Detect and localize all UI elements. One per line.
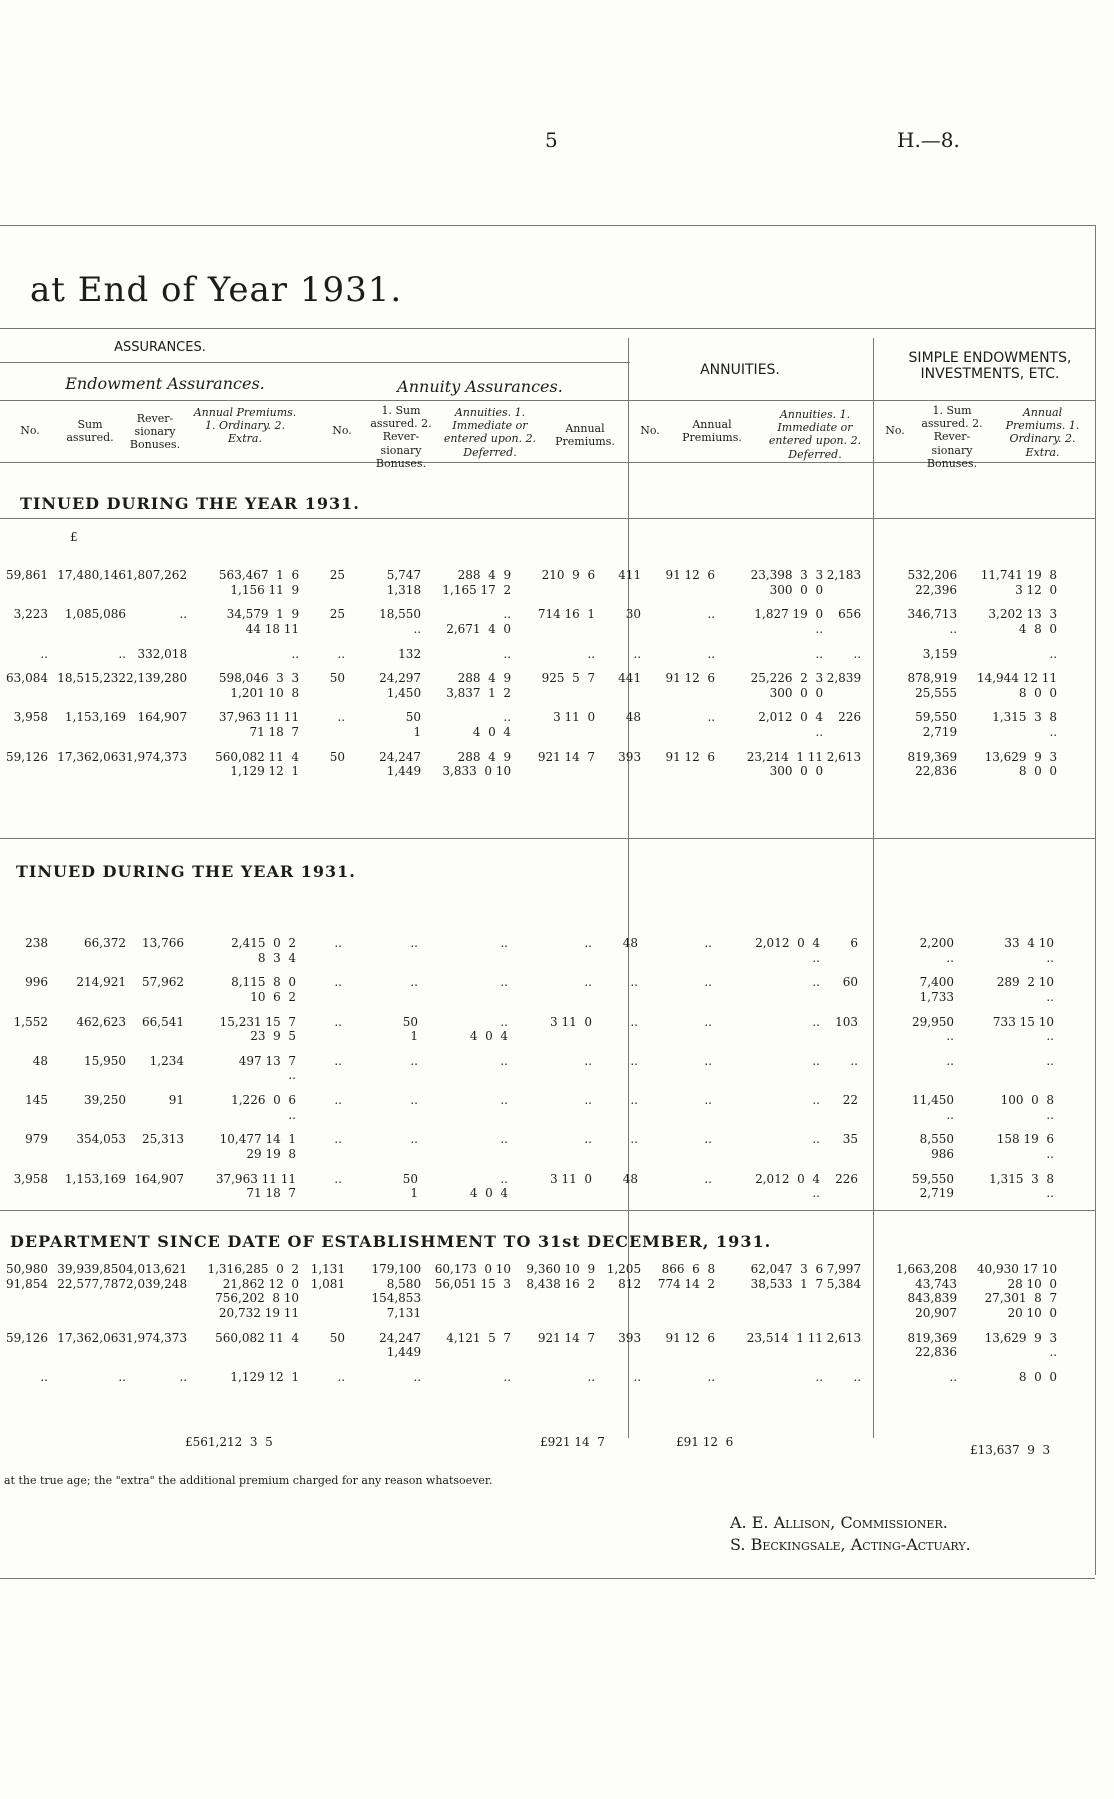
table-cell: .. (630, 975, 638, 990)
signature-commissioner: A. E. Allison, Commissioner. (730, 1513, 948, 1532)
table-cell: .. (812, 1053, 820, 1068)
table-cell: 91 12 6 (665, 1330, 716, 1345)
table-cell: 50 (329, 1330, 346, 1345)
page-title: at End of Year 1931. (30, 270, 403, 310)
table-cell: .. (633, 646, 642, 661)
table-cell: .. (630, 1132, 638, 1147)
table-cell: 91 12 6 (665, 671, 716, 686)
col-annual-premiums-2: Annual Premiums. (555, 422, 615, 449)
table-cell: .. (704, 1171, 712, 1186)
table-cell: 2,183 (826, 568, 862, 582)
table-cell: 15,950 (84, 1053, 126, 1068)
table-cell: .. 4 0 4 (469, 1014, 508, 1044)
table-cell: 13,766 (142, 936, 184, 950)
table-cell: .. (704, 1053, 712, 1068)
table-cell: 288 4 9 3,833 0 10 (442, 749, 512, 779)
table-cell: 2,839 (826, 671, 862, 686)
table-cell: 103 (835, 1014, 858, 1029)
table-cell: .. 2,671 4 0 (446, 607, 512, 636)
table-cell: .. (946, 1053, 954, 1068)
table-cell: .. (337, 646, 346, 661)
table-cell: 59,861 (6, 568, 48, 582)
table-cell: 441 (618, 671, 642, 686)
table-cell: .. (587, 1369, 596, 1384)
table-cell: .. (630, 1053, 638, 1068)
table-cell: 1,315 3 8 .. (992, 710, 1058, 739)
col-no-3: No. (640, 424, 660, 437)
table-cell: 1,129 12 1 (230, 1369, 300, 1384)
table-cell: 59,126 (6, 1330, 48, 1345)
table-cell: 132 (398, 646, 422, 661)
table-cell: .. (704, 975, 712, 990)
table-cell: 179,100 8,580 154,853 7,131 (371, 1262, 422, 1320)
table-cell: 2,415 0 2 8 3 4 (231, 936, 296, 965)
total-annuity-premiums: £921 14 7 (540, 1435, 605, 1449)
table-cell: 393 (618, 1330, 642, 1345)
col-annuities-2: Annuities. 1. Immediate or entered upon. 2. Deferred. (768, 408, 862, 461)
table-cell: 1,974,373 (126, 1330, 188, 1345)
table-cell: .. (812, 1093, 820, 1107)
table-row (0, 568, 1057, 607)
table-cell: 1,226 0 6 .. (231, 1093, 296, 1122)
table-cell: .. (337, 710, 346, 725)
table-cell: .. (587, 646, 596, 661)
table-cell: 214,921 (76, 975, 126, 990)
table-cell: .. (118, 646, 126, 661)
table-cell: .. (291, 646, 300, 661)
assurances-group-label: ASSURANCES. (114, 340, 206, 355)
table-cell: 288 4 9 1,165 17 2 (442, 568, 512, 597)
table-cell: .. (334, 1171, 342, 1186)
table-cell: 1,827 19 0 .. (754, 607, 824, 636)
table-cell: 210 9 6 (541, 568, 596, 582)
table-cell: .. (410, 975, 418, 990)
table-cell: 238 (25, 936, 48, 950)
table-cell: 462,623 (76, 1014, 126, 1029)
table-cell: 11,741 19 8 3 12 0 (980, 568, 1058, 597)
assurances-rule (0, 362, 630, 363)
table-cell: .. (334, 936, 342, 950)
table-cell: 66,541 (142, 1014, 184, 1029)
table-cell: 1,234 (149, 1053, 184, 1068)
table-cell: 164,907 (134, 1171, 184, 1186)
table-cell: 6 (850, 936, 858, 950)
table-cell: 59,550 2,719 (912, 1171, 954, 1201)
table-cell: 354,053 (76, 1132, 126, 1147)
table-row (0, 710, 1057, 749)
table-cell: .. (118, 1369, 126, 1384)
endowment-group-label: Endowment Assurances. (65, 374, 265, 393)
table-cell: .. (850, 1053, 858, 1068)
table-cell: 100 0 8 .. (1000, 1093, 1054, 1122)
table-cell: 8 0 0 (1018, 1369, 1058, 1384)
table-cell: .. (337, 1369, 346, 1384)
col-sum-assured: Sum assured. (66, 418, 114, 445)
col-reversionary: Rever-sionary Bonuses. (129, 412, 181, 452)
table-cell: .. (40, 646, 48, 661)
col-no-1: No. (20, 424, 40, 437)
table-cell: 23,514 1 11 (746, 1330, 824, 1345)
table-row (0, 607, 1057, 646)
table-cell: .. (584, 1132, 592, 1147)
table-cell: 921 14 7 (537, 1330, 596, 1345)
table-cell: .. (584, 936, 592, 950)
annuity-assurances-group-label: Annuity Assurances. (397, 377, 563, 396)
table-row (0, 1054, 1054, 1093)
table-cell: 7,997 5,384 (826, 1262, 862, 1291)
table-cell: .. (334, 1132, 342, 1147)
section-heading-2: TINUED DURING THE YEAR 1931. (16, 862, 356, 881)
table-cell: .. (500, 936, 508, 950)
table-cell: .. (949, 1369, 958, 1384)
table-cell: 50,980 91,854 (6, 1262, 48, 1291)
page-reference: H.—8. (897, 128, 960, 152)
table-cell: 25 (329, 568, 346, 582)
col-annual-premiums-3: Annual Premiums. (682, 418, 742, 445)
table-cell: .. 4 0 4 (469, 1171, 508, 1201)
table-cell: 63,084 (6, 671, 48, 686)
table-cell: 59,550 2,719 (915, 710, 958, 739)
table-cell: .. (500, 1132, 508, 1147)
table-cell: 91 12 6 (665, 568, 716, 582)
currency-header: £ (70, 530, 78, 544)
total-simple-premiums: £13,637 9 3 (970, 1443, 1051, 1457)
table-row (0, 647, 1057, 672)
table-cell: 8,115 8 0 10 6 2 (231, 975, 296, 1004)
table-cell: 2,012 0 4 .. (758, 710, 824, 739)
table-cell: .. (812, 1132, 820, 1147)
table-cell: 40,930 17 10 28 10 0 27,301 8 7 20 10 0 (976, 1262, 1058, 1320)
total-annuities-premiums: £91 12 6 (676, 1435, 734, 1449)
table-cell: 66,372 (84, 936, 126, 950)
signatures (730, 1512, 971, 1555)
table-cell: .. (334, 1014, 342, 1029)
table-cell: 145 (25, 1093, 48, 1107)
table-cell: 3,958 (13, 710, 48, 725)
table-cell: 1,316,285 0 2 21,862 12 0 756,202 8 10 20,732 19 11 (207, 1262, 300, 1320)
table-cell: .. (853, 1369, 862, 1384)
table-cell: .. 4 0 4 (472, 710, 512, 739)
table-cell: 226 (838, 710, 862, 725)
table-cell: .. (410, 936, 418, 950)
top-rule (0, 225, 1095, 226)
footnote: at the true age; the "extra" the additional premium charged for any reason whatsoever. (4, 1474, 493, 1487)
table-row (0, 1262, 1057, 1331)
table-cell: 24,297 1,450 (379, 671, 422, 700)
table-cell: 497 13 7 .. (238, 1053, 296, 1083)
table-cell: 34,579 1 9 44 18 11 (226, 607, 300, 636)
table-cell: 346,713 .. (907, 607, 958, 636)
col-no-4: No. (885, 424, 905, 437)
col-sum-rev: 1. Sum assured. 2. Rever-sionary Bonuses. (370, 404, 432, 470)
table-section-2 (0, 936, 1054, 1211)
table-cell: 332,018 (137, 646, 188, 661)
table-cell: .. (1049, 646, 1058, 661)
table-cell: .. (500, 1093, 508, 1107)
bottom-rule (0, 1578, 1095, 1579)
table-cell: 2,139,280 (126, 671, 188, 686)
table-cell: 3 11 0 (553, 710, 596, 725)
table-section-3 (0, 1262, 1057, 1394)
table-cell: 7,400 1,733 (919, 975, 954, 1004)
table-cell: 14,944 12 11 8 0 0 (976, 671, 1058, 700)
col-sum-rev-2: 1. Sum assured. 2. Rever-sionary Bonuses. (921, 404, 983, 470)
table-cell: 13,629 9 3 .. (984, 1330, 1058, 1360)
table-cell: 656 (838, 607, 862, 622)
table-cell: 5,747 1,318 (386, 568, 422, 597)
subheader-rule (0, 400, 1095, 401)
annuities-group-label: ANNUITIES. (700, 362, 780, 378)
table-cell: 50 (329, 749, 346, 764)
table-cell: 1,552 (13, 1014, 48, 1029)
table-cell: 921 14 7 (537, 749, 596, 764)
table-cell: 3,202 13 3 4 8 0 (988, 607, 1058, 636)
table-cell: 39,250 (84, 1093, 126, 1107)
table-cell: 411 (618, 568, 642, 582)
section-heading-1: TINUED DURING THE YEAR 1931. (20, 494, 360, 513)
table-cell: .. (503, 1369, 512, 1384)
table-cell: 39,939,850 22,577,787 (57, 1262, 126, 1291)
table-cell: .. (633, 1369, 642, 1384)
table-cell: .. (503, 646, 512, 661)
table-cell: 15,231 15 7 23 9 5 (219, 1014, 296, 1044)
table-cell: 1,153,169 (64, 710, 126, 725)
table-cell: 24,247 1,449 (379, 749, 422, 779)
table-cell: 3,223 (13, 607, 48, 622)
col-annual-premiums-4: Annual Premiums. 1. Ordinary. 2. Extra. (1005, 406, 1080, 459)
table-cell: 878,919 25,555 (907, 671, 958, 700)
table-cell: 4,121 5 7 (446, 1330, 512, 1345)
table-cell: 1,153,169 (64, 1171, 126, 1186)
table-cell: .. (812, 975, 820, 990)
col-annual-premiums-1: Annual Premiums. 1. Ordinary. 2. Extra. (193, 406, 297, 446)
table-cell: 1,807,262 (126, 568, 188, 582)
signature-actuary: S. Beckingsale, Acting-Actuary. (730, 1534, 971, 1554)
table-cell: 48 (32, 1053, 48, 1068)
table-cell: 226 (835, 1171, 858, 1186)
table-cell: 819,369 22,836 (907, 1330, 958, 1360)
table-cell: 866 6 8 774 14 2 (657, 1262, 716, 1291)
table-cell: 3 11 0 (550, 1014, 592, 1029)
table-cell: 288 4 9 3,837 1 2 (446, 671, 512, 700)
table-cell: .. (707, 1369, 716, 1384)
table-cell: 23,214 1 11 300 0 0 (746, 749, 824, 779)
table-cell: .. (584, 1053, 592, 1068)
table-cell: .. (707, 710, 716, 725)
table-row (0, 1331, 1057, 1370)
total-premiums: £561,212 3 5 (185, 1435, 273, 1449)
col-no-2: No. (332, 424, 352, 437)
table-cell: 48 (622, 1171, 638, 1186)
table-cell: .. (815, 646, 824, 661)
table-cell: 2,613 (826, 749, 862, 764)
table-row (0, 671, 1057, 710)
table-cell: .. (40, 1369, 48, 1384)
table-cell: 532,206 22,396 (907, 568, 958, 597)
table-cell: 563,467 1 6 1,156 11 9 (218, 568, 300, 597)
section-heading-3: DEPARTMENT SINCE DATE OF ESTABLISHMENT TO 31st DECEMBER, 1931. (10, 1232, 772, 1251)
table-cell: 10,477 14 1 29 19 8 (219, 1132, 296, 1161)
table-cell: 4,013,621 2,039,248 (126, 1262, 188, 1291)
table-cell: .. (334, 975, 342, 990)
section-2-top-rule (0, 838, 1095, 839)
table-cell: 2,200 .. (919, 936, 954, 965)
table-cell: 17,362,063 (57, 1330, 126, 1345)
table-cell: 22 (842, 1093, 858, 1107)
table-cell: 560,082 11 4 (215, 1330, 300, 1345)
col-annuities-1: Annuities. 1. Immediate or entered upon. 2. Deferred. (443, 406, 537, 459)
table-cell: .. (704, 1014, 712, 1029)
table-cell: 1,315 3 8 .. (989, 1171, 1054, 1201)
table-cell: 9,360 10 9 8,438 16 2 (526, 1262, 596, 1291)
table-cell: 57,962 (142, 975, 184, 990)
table-cell: 29,950 .. (912, 1014, 954, 1044)
table-cell: 819,369 22,836 (907, 749, 958, 779)
table-cell: .. (853, 646, 862, 661)
table-cell: .. (584, 975, 592, 990)
table-cell: 60,173 0 10 56,051 15 3 (434, 1262, 512, 1291)
table-row (0, 936, 1054, 975)
table-cell: 50 1 (402, 1014, 418, 1044)
table-cell: .. (334, 1093, 342, 1107)
table-cell: .. (707, 607, 716, 622)
table-cell: 560,082 11 4 1,129 12 1 (215, 749, 300, 779)
table-cell: 50 1 (405, 710, 422, 739)
table-cell: 23,398 3 3 300 0 0 (750, 568, 824, 597)
table-cell: 37,963 11 11 71 18 7 (215, 1171, 296, 1201)
table-cell: 11,450 .. (912, 1093, 954, 1122)
table-cell: 714 16 1 (537, 607, 596, 622)
table-cell: .. (704, 1132, 712, 1147)
table-cell: 35 (842, 1132, 858, 1147)
table-cell: 979 (25, 1132, 48, 1147)
table-row (0, 1093, 1054, 1132)
table-cell: 18,515,232 (57, 671, 126, 686)
table-cell: .. (630, 1093, 638, 1107)
table-cell: .. (704, 1093, 712, 1107)
table-cell: 1,663,208 43,743 843,839 20,907 (896, 1262, 958, 1320)
table-cell: 3,159 (922, 646, 958, 661)
table-cell: 289 2 10 .. (996, 975, 1054, 1004)
page-number: 5 (545, 128, 558, 152)
table-cell: .. (584, 1093, 592, 1107)
table-cell: .. (500, 1053, 508, 1068)
table-row (0, 1132, 1054, 1171)
table-cell: 25,226 2 3 300 0 0 (750, 671, 824, 700)
header-top-rule (0, 328, 1095, 329)
table-cell: 30 (625, 607, 642, 622)
table-cell: 59,126 (6, 749, 48, 764)
table-cell: .. (410, 1053, 418, 1068)
table-cell: 25,313 (142, 1132, 184, 1147)
table-cell: .. (707, 646, 716, 661)
table-cell: 50 (329, 671, 346, 686)
table-row (0, 1370, 1057, 1395)
table-cell: 37,963 11 11 71 18 7 (218, 710, 300, 739)
table-cell: 1,205 812 (606, 1262, 642, 1291)
table-cell: 1,085,086 (64, 607, 126, 622)
table-cell: .. (334, 1053, 342, 1068)
table-cell: 8,550 986 (919, 1132, 954, 1161)
table-cell: 2,613 (826, 1330, 862, 1345)
table-cell: 62,047 3 6 38,533 1 7 (750, 1262, 824, 1291)
table-cell: 33 4 10 .. (1004, 936, 1054, 965)
table-cell: 24,247 1,449 (379, 1330, 422, 1360)
table-cell: 158 19 6 .. (996, 1132, 1054, 1161)
table-cell: 91 12 6 (665, 749, 716, 764)
table-cell: 91 (168, 1093, 184, 1107)
section-1-rule (0, 518, 1095, 519)
table-row (0, 975, 1054, 1014)
table-cell: .. (812, 1014, 820, 1029)
table-cell: .. (413, 1369, 422, 1384)
table-cell: 2,012 0 4 .. (755, 936, 820, 965)
table-row (0, 1172, 1054, 1211)
table-cell: .. (410, 1132, 418, 1147)
table-cell: .. (815, 1369, 824, 1384)
table-cell: 17,362,063 (57, 749, 126, 764)
right-border (1095, 225, 1096, 1575)
table-cell: 2,012 0 4 .. (755, 1171, 820, 1201)
table-cell: 3 11 0 (550, 1171, 592, 1186)
table-cell: 3,958 (13, 1171, 48, 1186)
table-cell: 598,046 3 3 1,201 10 8 (218, 671, 300, 700)
table-cell: 50 1 (402, 1171, 418, 1201)
table-cell: 1,974,373 (126, 749, 188, 764)
table-row (0, 750, 1057, 789)
table-cell: .. (179, 1369, 188, 1384)
table-cell: 996 (25, 975, 48, 990)
table-cell: 393 (618, 749, 642, 764)
table-cell: 48 (625, 710, 642, 725)
table-cell: 733 15 10 .. (992, 1014, 1054, 1044)
table-cell: 18,550 .. (379, 607, 422, 636)
table-cell: 164,907 (137, 710, 188, 725)
table-row (0, 1015, 1054, 1054)
table-cell: 13,629 9 3 8 0 0 (984, 749, 1058, 779)
table-cell: 1,131 1,081 (310, 1262, 346, 1291)
table-cell: 60 (842, 975, 858, 990)
table-cell: .. (410, 1093, 418, 1107)
table-cell: .. (1046, 1053, 1054, 1068)
table-section-1 (0, 568, 1057, 789)
section-3-top-rule (0, 1210, 1095, 1211)
table-cell: 925 5 7 (541, 671, 596, 686)
table-cell: .. (704, 936, 712, 950)
table-cell: .. (500, 975, 508, 990)
table-cell: .. (630, 1014, 638, 1029)
table-cell: 17,480,146 (57, 568, 126, 582)
table-cell: 25 (329, 607, 346, 622)
table-cell: 48 (622, 936, 638, 950)
table-cell: .. (179, 607, 188, 622)
simple-endowments-group-label: SIMPLE ENDOWMENTS, INVESTMENTS, ETC. (908, 350, 1072, 383)
